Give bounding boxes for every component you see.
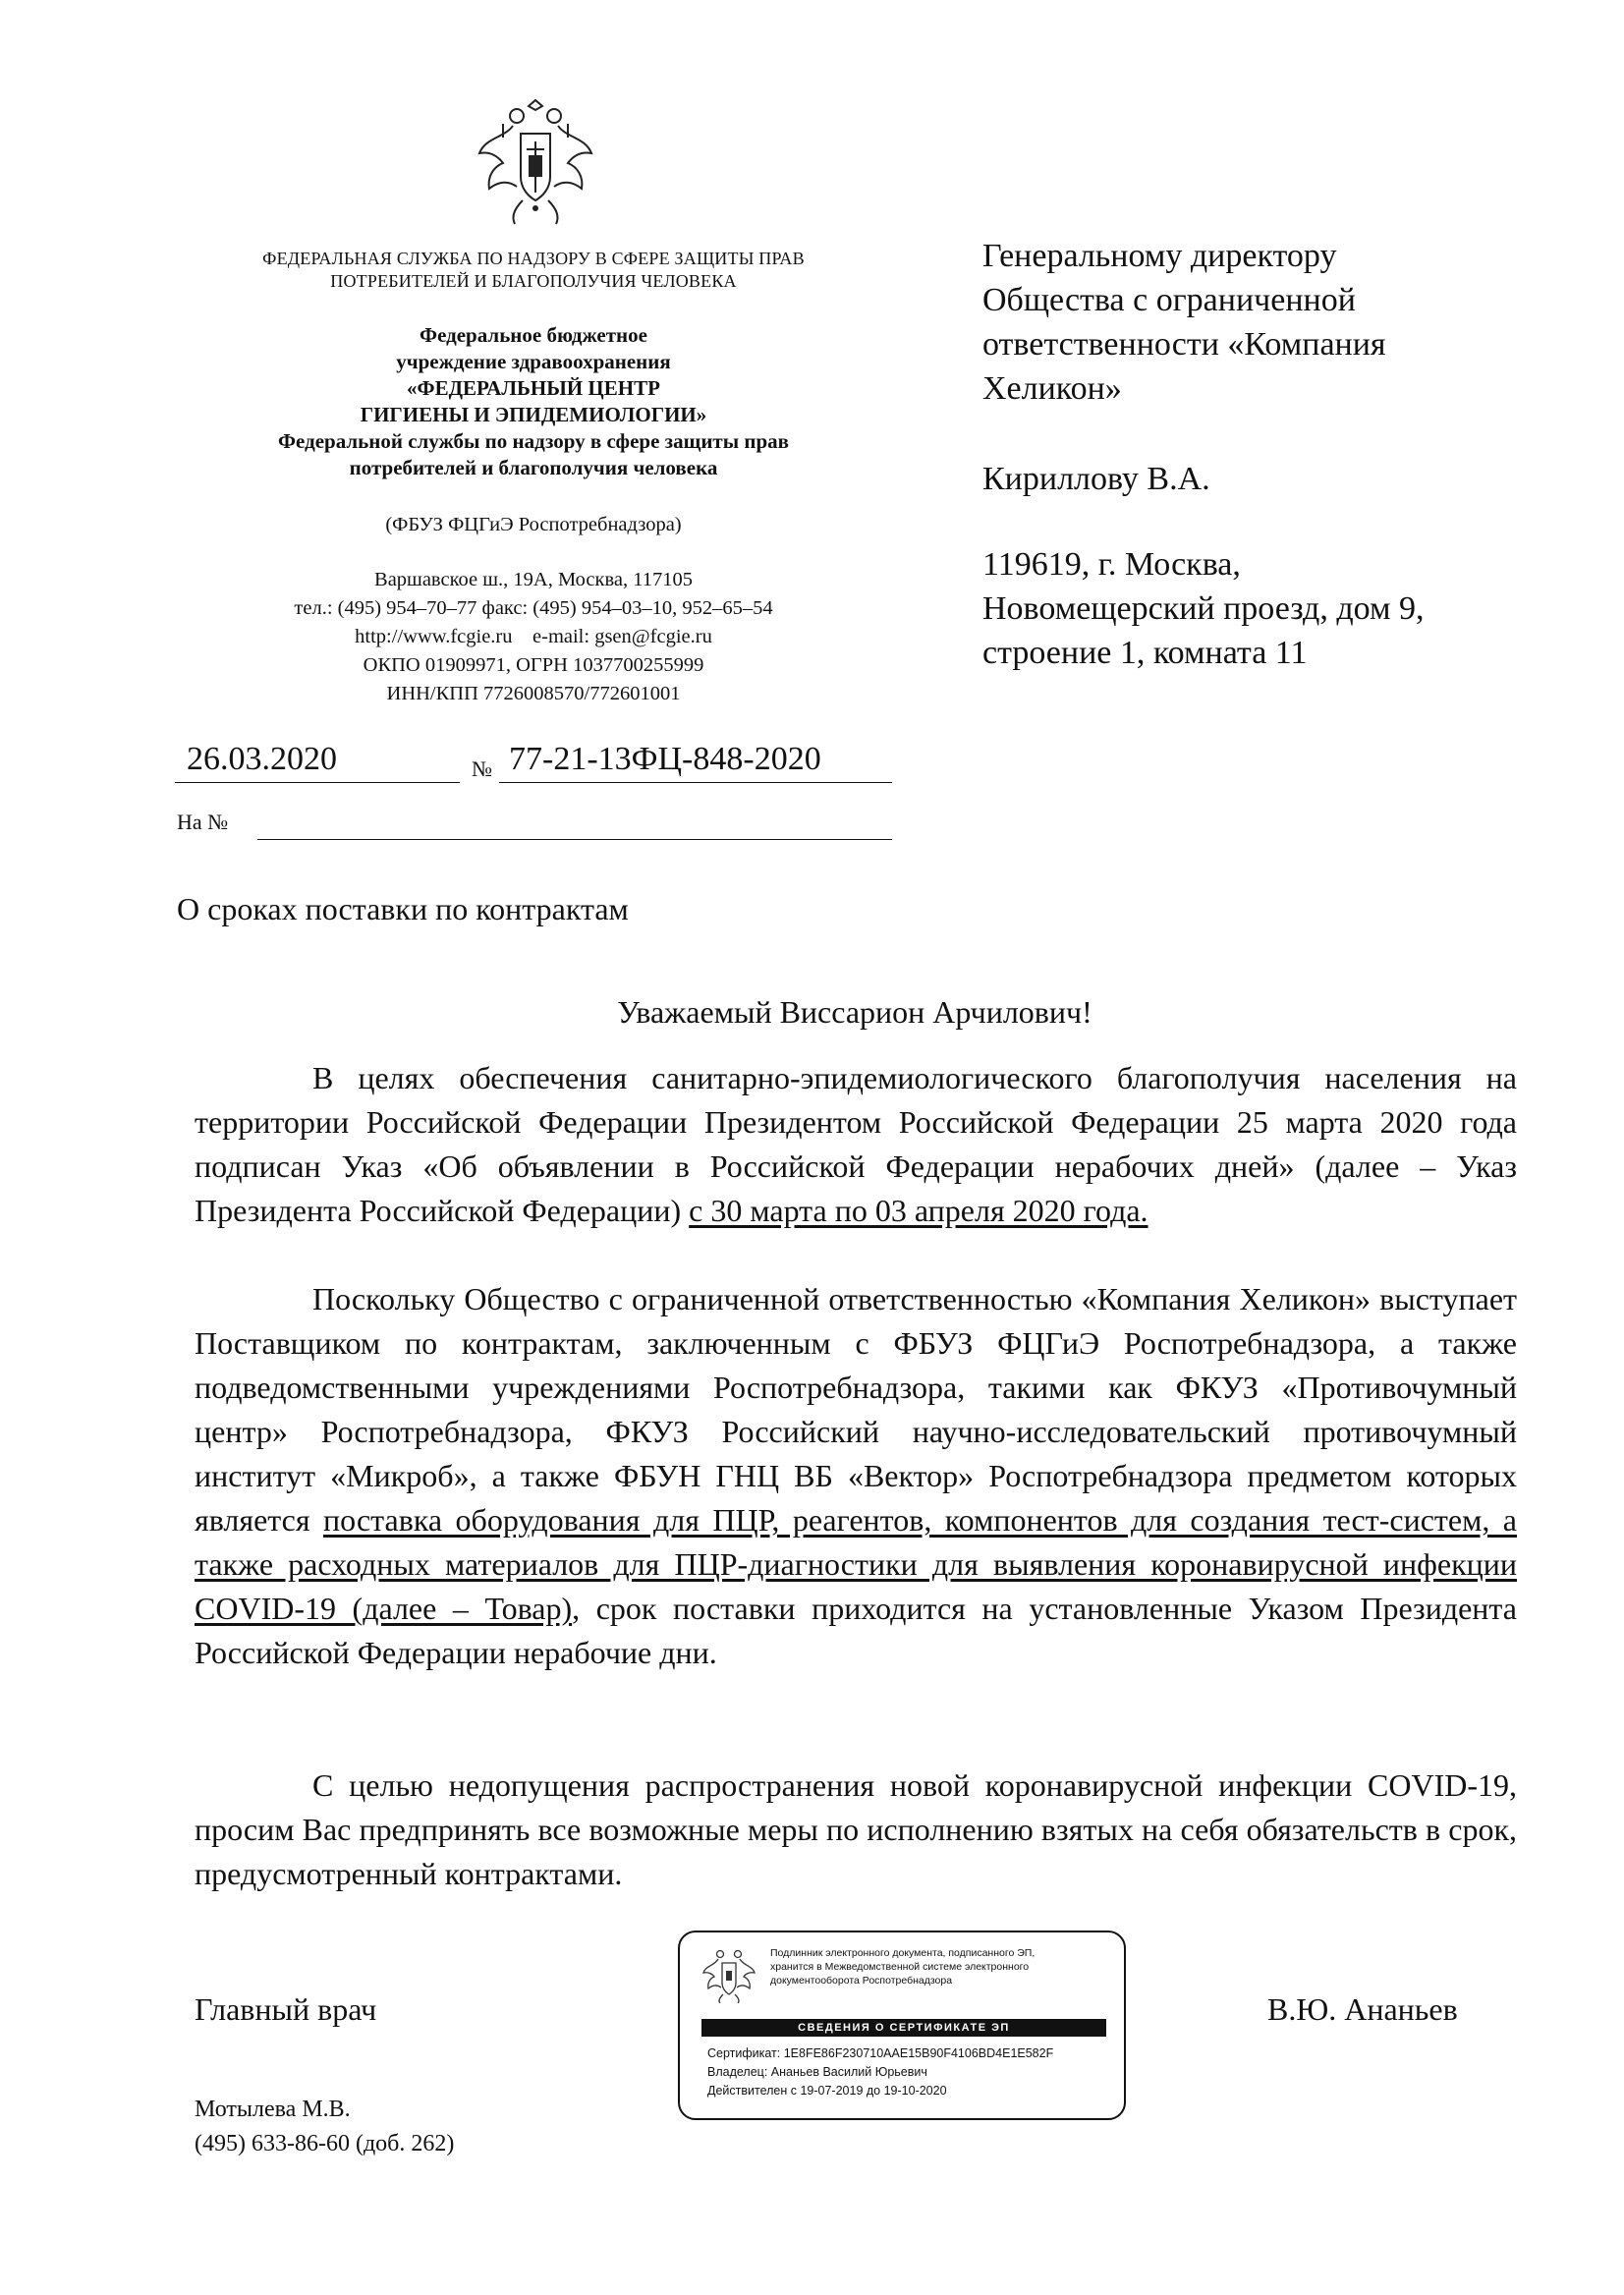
body-paragraph-2 xyxy=(195,1277,1517,1675)
institution-name-line-5: Федеральной службы по надзору в сфере защиты прав xyxy=(277,429,790,453)
body-paragraph-1 xyxy=(195,1056,1517,1233)
institution-name-line-6: потребителей и благополучия человека xyxy=(349,456,718,479)
recipient-line-2: Общества с ограниченной xyxy=(982,282,1356,318)
recipient-address-line-1: 119619, г. Москва, xyxy=(982,546,1241,583)
reference-label: На № xyxy=(177,810,229,834)
executor-name: Мотылева М.В. xyxy=(195,2097,351,2122)
number-underline xyxy=(499,782,892,783)
body-paragraph-3: С целью недопущения распространения новой коронавирусной инфекции COVID-19, просим Вас предпринять все возможные меры по исполнению взятых на себя обязательств в срок, предусмотренный контрактами. xyxy=(195,1767,1517,1891)
sender-inn-kpp: ИНН/КПП 7726008570/772601001 xyxy=(386,683,681,704)
paragraph-1-text: В целях обеспечения санитарно-эпидемиологического благополучия населения на территории Российской Федерации Президентом Российской Федерации 25 марта 2020 года подписан Указ «Об объявлении в Российской Федерации нерабочих дней» (далее – Указ Президента Российской Федерации) xyxy=(195,1060,1517,1228)
paragraph-1-underlined-dates: с 30 марта по 03 апреля 2020 года. xyxy=(689,1193,1148,1228)
agency-name-line-1: ФЕДЕРАЛЬНАЯ СЛУЖБА ПО НАДЗОРУ В СФЕРЕ ЗАЩИТЫ ПРАВ xyxy=(262,249,805,268)
document-date: 26.03.2020 xyxy=(187,741,337,777)
certificate-note xyxy=(770,1946,1114,1987)
document-number: 77-21-13ФЦ-848-2020 xyxy=(509,741,821,777)
sender-phone-fax: тел.: (495) 954–70–77 факс: (495) 954–03–10, 952–65–54 xyxy=(294,597,773,619)
institution-name-line-2: учреждение здравоохранения xyxy=(396,350,671,373)
certificate-validity: Действителен с 19-07-2019 до 19-10-2020 xyxy=(707,2084,947,2098)
recipient-line-4: Хеликон» xyxy=(982,370,1122,407)
sender-website: http://www.fcgie.ru xyxy=(355,626,513,647)
certificate-header: СВЕДЕНИЯ О СЕРТИФИКАТЕ ЭП xyxy=(701,2019,1106,2037)
recipient-address xyxy=(982,542,1533,675)
certificate-owner: Владелец: Ананьев Василий Юрьевич xyxy=(707,2065,927,2079)
recipient-line-1: Генеральному директору xyxy=(982,238,1337,274)
number-label: № xyxy=(472,756,492,781)
institution-name-line-3: «ФЕДЕРАЛЬНЫЙ ЦЕНТР xyxy=(407,376,660,400)
paragraph-2-underlined-goods: поставка оборудования для ПЦР, реагентов, компонентов для создания тест-систем, а также расходных материалов для ПЦР-диагностики для выявления коронавирусной инфекции COVID-19 (далее – Товар) xyxy=(195,1502,1518,1626)
institution-short-name: (ФБУЗ ФЦГиЭ Роспотребнадзора) xyxy=(385,514,682,535)
certificate-serial: Сертификат: 1E8FE86F230710AAE15B90F4106BD4E1E582F xyxy=(707,2046,1054,2060)
sender-okpo-ogrn: ОКПО 01909971, ОГРН 1037700255999 xyxy=(363,654,704,676)
russian-emblem-icon xyxy=(476,98,595,226)
certificate-note-line-3: документооборота Роспотребнадзора xyxy=(770,1975,953,1987)
date-underline xyxy=(175,782,460,783)
recipient-line-3: ответственности «Компания xyxy=(982,326,1386,363)
paragraph-2-text: Поскольку Общество с ограниченной ответственностью «Компания Хеликон» выступает Поставщиком по контрактам, заключенным с ФБУЗ ФЦГиЭ Роспотребнадзора, а также подведомственными учреждениями Роспотребнадзора, такими как ФКУЗ «Противочумный центр» Роспотребнадзора, ФКУЗ Российский научно-исследовательский противочумный институт «Микроб», а также ФБУН ГНЦ ВБ «Вектор» Роспотребнадзора предметом которых является xyxy=(195,1281,1517,1538)
agency-name-line-2: ПОТРЕБИТЕЛЕЙ И БЛАГОПОЛУЧИЯ ЧЕЛОВЕКА xyxy=(330,271,737,291)
signatory-name: В.Ю. Ананьев xyxy=(1267,1991,1458,2027)
executor-phone: (495) 633-86-60 (доб. 262) xyxy=(195,2131,455,2156)
letter-subject: О сроках поставки по контрактам xyxy=(177,891,629,926)
recipient-address-line-2: Новомещерский проезд, дом 9, xyxy=(982,590,1425,627)
institution-name-line-1: Федеральное бюджетное xyxy=(420,323,647,347)
recipient-address-line-3: строение 1, комната 11 xyxy=(982,635,1308,671)
reference-underline xyxy=(257,839,892,840)
recipient-position xyxy=(982,234,1533,411)
letter-greeting: Уважаемый Виссарион Арчилович! xyxy=(617,994,1092,1030)
sender-email: e-mail: gsen@fcgie.ru xyxy=(532,626,712,647)
paragraph-2-tail: , срок поставки приходится на установленные Указом Президента Российской Федерации нерабочие дни. xyxy=(195,1591,1518,1670)
sender-address: Варшавское ш., 19А, Москва, 117105 xyxy=(374,569,693,590)
emblem-icon xyxy=(701,1946,756,2003)
institution-name-line-4: ГИГИЕНЫ И ЭПИДЕМИОЛОГИИ» xyxy=(360,403,707,426)
certificate-note-line-2: хранится в Межведомственной системе электронного xyxy=(770,1961,1030,1973)
electronic-signature-stamp xyxy=(678,1931,1126,2120)
sender-web-email xyxy=(175,623,892,651)
certificate-note-line-1: Подлинник электронного документа, подписанного ЭП, xyxy=(770,1947,1036,1959)
signatory-position: Главный врач xyxy=(195,1991,377,2027)
recipient-name: Кириллову В.А. xyxy=(982,461,1210,497)
